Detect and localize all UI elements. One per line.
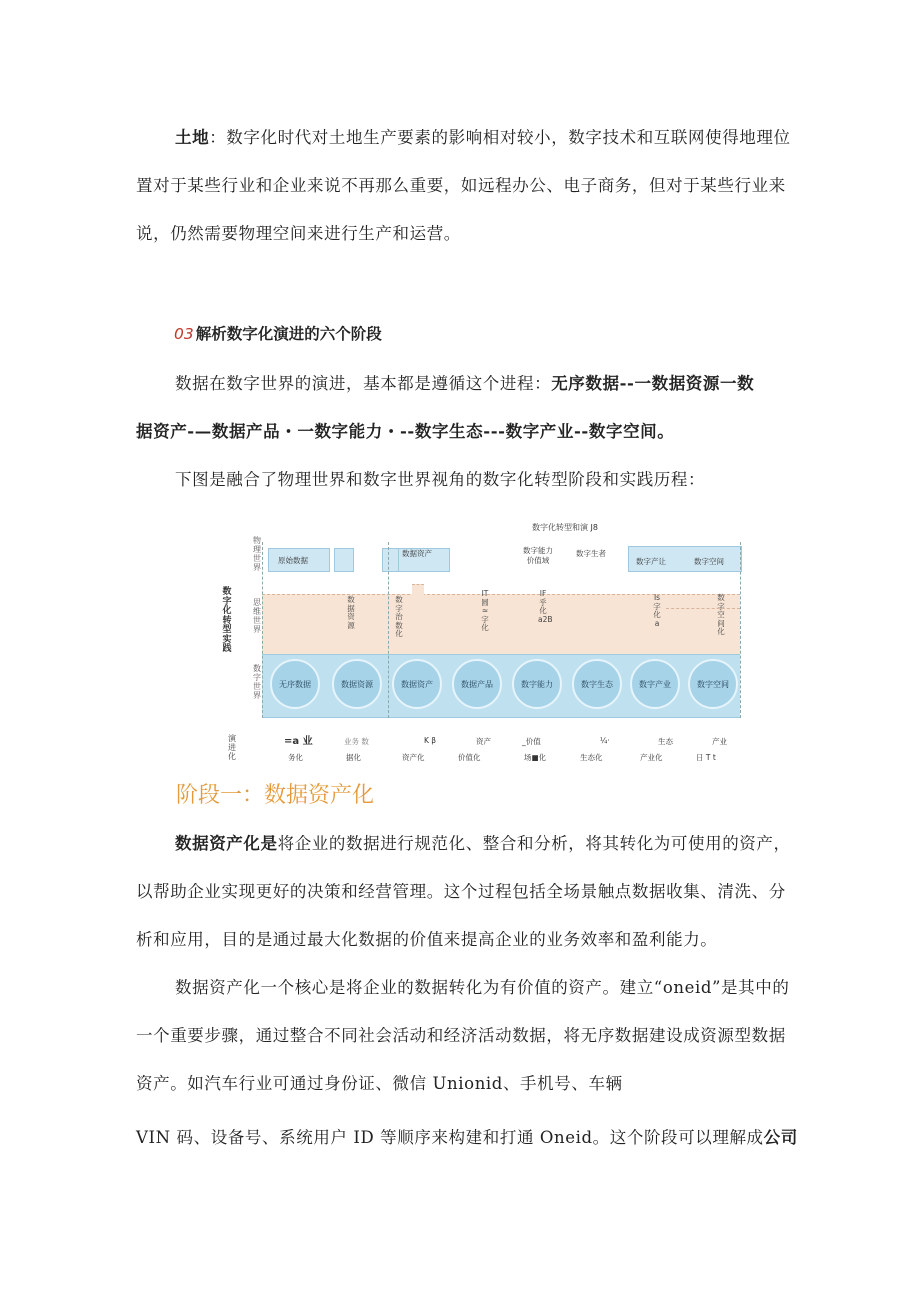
- physical-item-4: 数字生者: [576, 549, 606, 558]
- stage-circle-4: 数据产品: [452, 659, 502, 709]
- stage1-paragraph-1: [136, 820, 796, 964]
- section-03-heading: [174, 322, 382, 344]
- evolution-chain-2: 据资产-—数据产品・一数字能力・--数字生态---数字产业--数字空间。: [136, 422, 675, 441]
- stage-circle-3: 数据资产: [392, 659, 442, 709]
- stage1-p1-text: 将企业的数据进行规范化、整合和分析，将其转化为可使用的资产，以帮助企业实现更好的决策和经营管理。这个过程包括全场景触点数据收集、清洗、分析和应用，目的是通过最大化数据的价值来提高企业的业务效率和盈利能力。: [136, 834, 791, 949]
- thought-text-2: 数字治数化: [395, 595, 403, 638]
- divider: [262, 542, 263, 718]
- bottom-top-5: _价值: [522, 737, 541, 746]
- physical-item-2: 数据资产: [402, 549, 432, 558]
- bottom-bottom-7: 产业化: [640, 753, 663, 762]
- physical-item-3: 数字能力价值域: [523, 546, 553, 565]
- thought-world-band: [262, 594, 740, 655]
- evolution-chain-1: 无序数据--一数据资源一数: [551, 374, 755, 393]
- bottom-top-1: =a 业: [284, 736, 313, 747]
- divider: [740, 542, 741, 718]
- stage1-paragraph-3: [136, 1124, 798, 1148]
- section-number: 03: [174, 325, 194, 343]
- thought-text-4: IF 乎化 a2B: [538, 589, 553, 624]
- stage1-term: 数据资产化是: [175, 834, 278, 853]
- thought-text-1: 数据资源: [347, 595, 355, 630]
- diagram-title: 数字化转型和演 J8: [532, 523, 598, 532]
- bottom-bottom-5: 场■化: [524, 753, 547, 762]
- bottom-top-2: 业务 数: [344, 737, 369, 746]
- bottom-bottom-4: 价值化: [458, 753, 481, 762]
- physical-item-6: 数字空间: [694, 557, 724, 566]
- stage-circle-5: 数字能力: [512, 659, 562, 709]
- evolution-prefix: 数据在数字世界的演进，基本都是遵循这个进程：: [175, 374, 552, 393]
- zone-physical-label: 物理世界: [253, 536, 261, 572]
- digital-transformation-diagram: [222, 518, 756, 780]
- zone-thought-label: 思维世界: [253, 598, 261, 634]
- thought-text-3: IT 圆 ≈ 字化: [481, 589, 489, 632]
- bottom-bottom-1: 务化: [288, 753, 303, 762]
- stage1-p3-bold: 公司: [763, 1128, 798, 1147]
- bottom-top-7: 生态: [658, 737, 673, 746]
- stage-circle-8: 数字空间: [688, 659, 738, 709]
- physical-block-notch: [334, 548, 354, 572]
- evolution-line-1: [175, 370, 754, 394]
- bottom-top-3: K β: [424, 736, 437, 745]
- stage-circle-6: 数字生态: [572, 659, 622, 709]
- bottom-bottom-8: 日 T t: [696, 753, 716, 762]
- thought-text-5: Is 字化 a: [653, 593, 661, 628]
- stage1-heading: 阶段一：数据资产化: [176, 783, 375, 808]
- stage1-p3-text: VIN 码、设备号、系统用户 ID 等顺序来构建和打通 Oneid。这个阶段可以理解成: [136, 1128, 764, 1147]
- evolution-line-2: [136, 418, 674, 442]
- diagram-side-label: 数字化转型实践: [222, 587, 232, 654]
- stage-circle-1: 无序数据: [270, 659, 320, 709]
- bottom-top-6: ¼·: [600, 736, 610, 745]
- thought-step-2: [666, 608, 740, 609]
- bottom-top-8: 产业: [712, 737, 727, 746]
- stage1-paragraph-2: 数据资产化一个核心是将企业的数据转化为有价值的资产。建立“oneid”是其中的一个重要步骤，通过整合不同社会活动和经济活动数据，将无序数据建设成资源型数据资产。如汽车行业可通过身份证、微信 Unionid、手机号、车辆: [136, 978, 790, 1093]
- divider: [388, 542, 389, 718]
- bottom-bottom-3: 资产化: [402, 753, 425, 762]
- physical-item-5: 数字产让: [636, 557, 666, 566]
- thought-step-1: [412, 584, 424, 595]
- bottom-side-label: 演进化: [228, 734, 236, 761]
- land-text: ：数字化时代对土地生产要素的影响相对较小，数字技术和互联网使得地理位置对于某些行业和企业来说不再那么重要，如远程办公、电子商务，但对于某些行业来说，仍然需要物理空间来进行生产和运营。: [136, 128, 791, 243]
- physical-item-1: 原始数据: [278, 556, 308, 565]
- bottom-bottom-6: 生态化: [580, 753, 603, 762]
- thought-text-6: 数字空间化: [717, 593, 725, 636]
- bottom-bottom-2: 据化: [346, 753, 361, 762]
- stage-circle-2: 数据资源: [332, 659, 382, 709]
- stage-circle-7: 数字产业: [630, 659, 680, 709]
- section-title: 解析数字化演进的六个阶段: [195, 325, 382, 343]
- bottom-top-4: 资产: [476, 737, 491, 746]
- land-term: 土地: [175, 128, 210, 147]
- zone-digital-label: 数字世界: [253, 664, 261, 700]
- diagram-intro: 下图是融合了物理世界和数字世界视角的数字化转型阶段和实践历程：: [175, 470, 706, 489]
- land-paragraph: [136, 114, 796, 258]
